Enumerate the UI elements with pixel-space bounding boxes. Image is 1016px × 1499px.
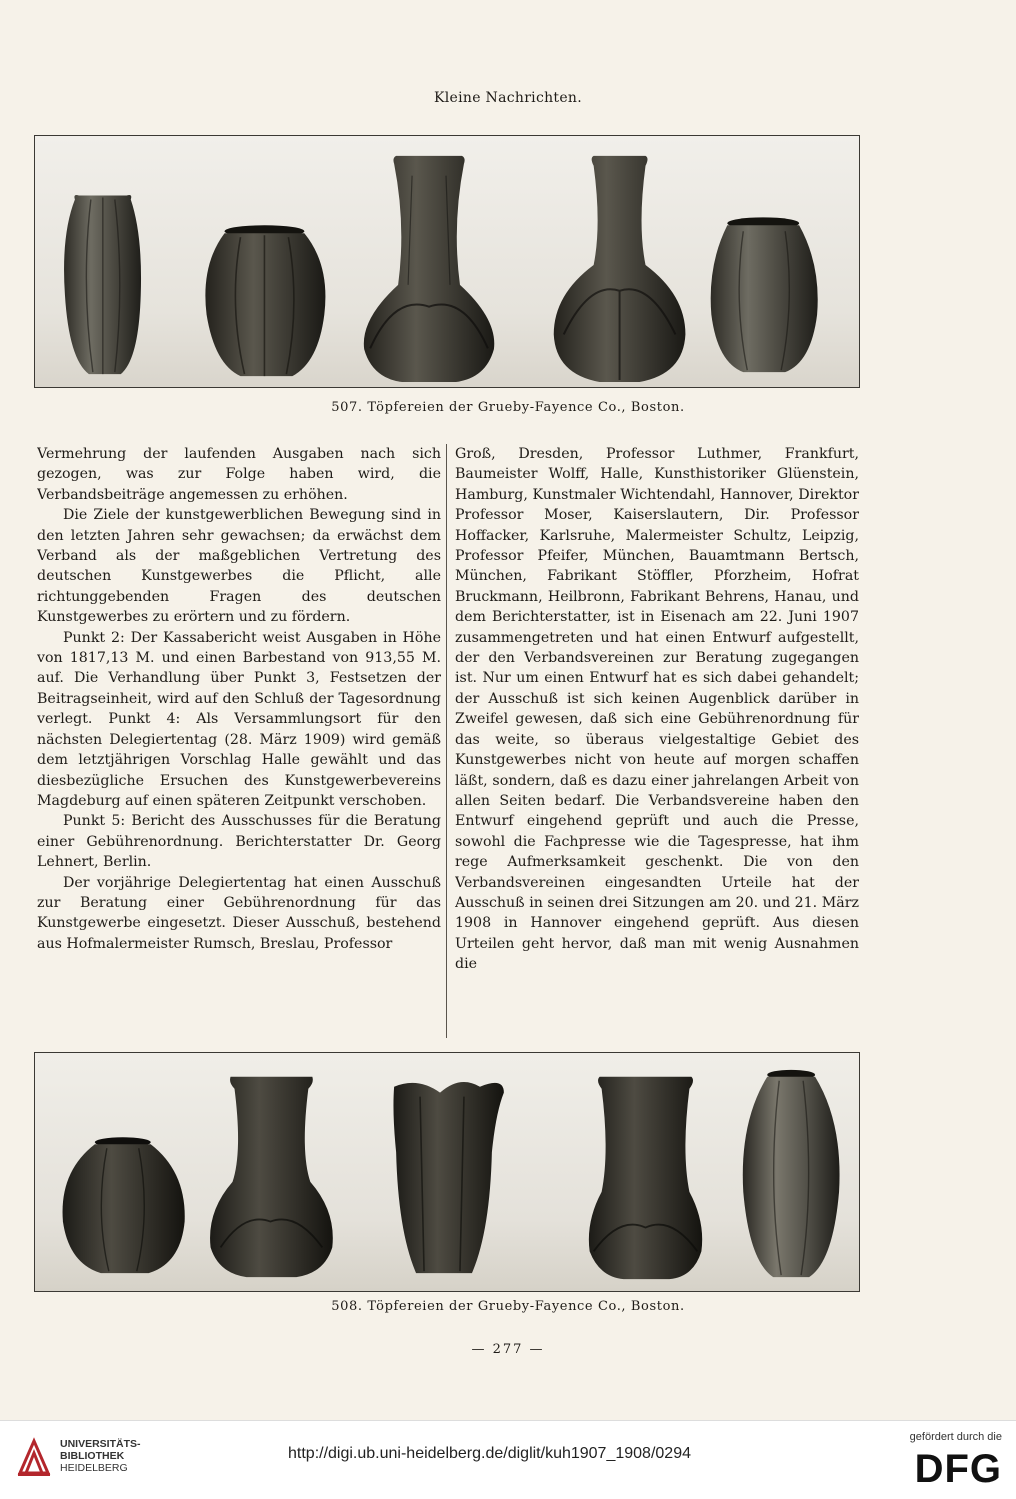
funded-by-label: gefördert durch die: [909, 1431, 1002, 1443]
vase-10: [743, 1070, 840, 1277]
paragraph: Punkt 2: Der Kassabericht weist Ausgaben in Höhe von 1817,13 M. und einen Barbestand von 913,55 M. auf. Die Verhandlung über Punkt 3, Festsetzen der Beitragseinheit, wird auf den Schluß der Tagesordnung verlegt. Punkt 4: Als Versammlungsort für den nächsten Delegiertentag (28. März 1909) wird gemäß dem letztjährigen Vorschlag Halle gewählt und das diesbezügliche Ersuchen des Kunstgewerbevereins Magdeburg auf einen späteren Zeitpunkt verschoben.: [37, 629, 441, 809]
vase-1: [64, 195, 141, 374]
dfg-logo: DFG: [914, 1447, 1002, 1491]
column-divider: [446, 444, 447, 1038]
text-column-left: [37, 444, 441, 1034]
vase-5: [711, 217, 818, 372]
figure-507-photo: [34, 135, 860, 388]
figure-508-caption: 508. Töpfereien der Grueby-Fayence Co., Boston.: [331, 1299, 685, 1314]
figure-507-caption: 507. Töpfereien der Grueby-Fayence Co., Boston.: [331, 400, 685, 415]
paragraph: Punkt 5: Bericht des Ausschusses für die Beratung einer Gebührenordnung. Berichterstatter Dr. Georg Lehnert, Berlin.: [37, 813, 441, 871]
university-logo-icon: [14, 1435, 54, 1479]
running-head: Kleine Nachrichten.: [433, 90, 582, 106]
vase-9: [589, 1077, 702, 1279]
institution-name: UNIVERSITÄTS- BIBLIOTHEK HEIDELBERG: [60, 1438, 141, 1474]
text-column-right: [455, 444, 859, 1034]
paragraph: Der vorjährige Delegiertentag hat einen Ausschuß zur Beratung einer Gebührenordnung für das Kunstgewerbe eingesetzt. Dieser Ausschuß, bestehend aus Hofmalermeister Rumsch, Breslau, Professor: [37, 874, 441, 952]
figure-508-photo: [34, 1052, 860, 1292]
footer-bar: [0, 1420, 1016, 1499]
page-number: — 277 —: [471, 1342, 545, 1357]
paragraph: Vermehrung der laufenden Ausgaben nach sich gezogen, was zur Folge haben wird, die Verbandsbeiträge angemessen zu erhöhen.: [37, 446, 441, 503]
paragraph: Groß, Dresden, Professor Luthmer, Frankfurt, Baumeister Wolff, Halle, Kunsthistoriker Glüenstein, Hamburg, Kunstmaler Wichtendahl, Hannover, Direktor Professor Moser, Kaiserslautern, Dir. Professor Hoffacker, Karlsruhe, Malermeister Schultz, Leipzig, Professor Pfeifer, München, Bauamtmann Bertsch, München, Fabrikant Stöffler, Pforzheim, Hofrat Bruckmann, Heilbronn, Fabrikant Behrens, Hanau, und dem Berichterstatter, ist in Eisenach am 22. Juni 1907 zusammengetreten und hat einen Entwurf aufgestellt, der den Verbandsvereinen zur Beratung zugegangen ist. Nur um einen Entwurf hat es sich dabei gehandelt; der Ausschuß ist sich keinen Augenblick darüber in Zweifel gewesen, daß sich eine Gebührenordnung für das weite, so überaus vielgestaltige Gebiet des Kunstgewerbes nicht von heute auf morgen schaffen läßt, sondern, daß es dazu einer jahrelangen Arbeit von allen Seiten bedarf. Die Verbandsvereine haben den Entwurf eingehend geprüft und auch die Presse, sowohl die Fachpresse wie die Tagespresse, hat ihm rege Aufmerksamkeit geschenkt. Die von den Verbandsvereinen eingesandten Urteile hat der Ausschuß in seinen drei Sitzungen am 20. und 21. März 1908 in Hannover eingehend geprüft. Aus diesen Urteilen geht hervor, daß man mit wenig Ausnahmen die: [455, 446, 859, 973]
permalink[interactable]: http://digi.ub.uni-heidelberg.de/diglit/kuh1907_1908/0294: [288, 1445, 691, 1462]
paragraph: Die Ziele der kunstgewerblichen Bewegung sind in den letzten Jahren sehr gewachsen; da erwächst dem Verband als der maßgeblichen Vertretung des deutschen Kunstgewerbes die Pflicht, alle richtunggebenden Fragen des deutschen Kunstgewerbes zu erörtern und zu fördern.: [37, 507, 441, 626]
vase-2: [205, 225, 325, 376]
